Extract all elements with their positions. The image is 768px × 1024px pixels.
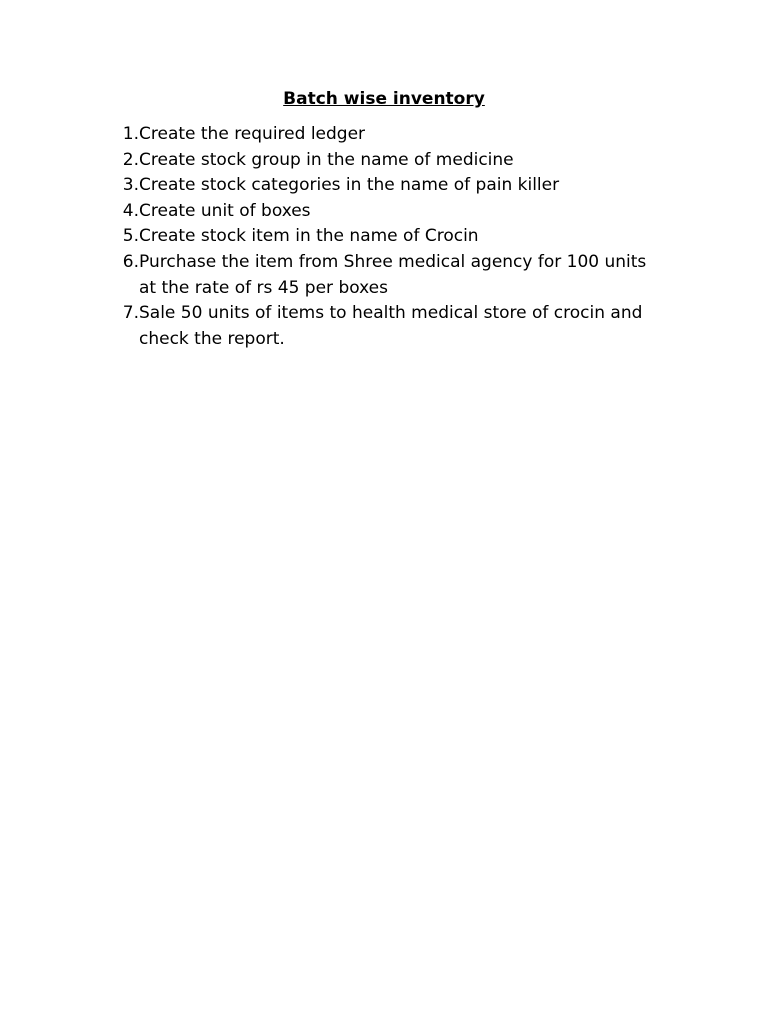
step-number: 6. [122,251,139,272]
steps-list [108,122,668,352]
list-item [108,224,668,250]
step-number: 5. [122,226,139,247]
step-text: Create stock item in the name of Crocin [139,226,479,247]
step-number: 1. [122,124,139,144]
step-text: Create stock categories in the name of pain killer [139,175,560,196]
step-text: Sale 50 units of items to health medical store of crocin and check the report. [139,303,643,349]
step-text: Create the required ledger [139,124,366,144]
step-number: 3. [122,175,139,196]
step-number: 4. [122,200,139,221]
document-title: Batch wise inventory [283,89,485,109]
list-item [108,122,668,148]
step-number: 2. [122,149,139,170]
list-item [108,301,668,352]
list-item [108,199,668,225]
step-text: Create unit of boxes [139,200,311,221]
step-text: Purchase the item from Shree medical agency for 100 units at the rate of rs 45 per boxes [139,251,647,298]
list-item [108,148,668,174]
list-item [108,250,668,301]
step-number: 7. [122,303,139,324]
step-text: Create stock group in the name of medicine [139,149,514,170]
list-item [108,173,668,199]
